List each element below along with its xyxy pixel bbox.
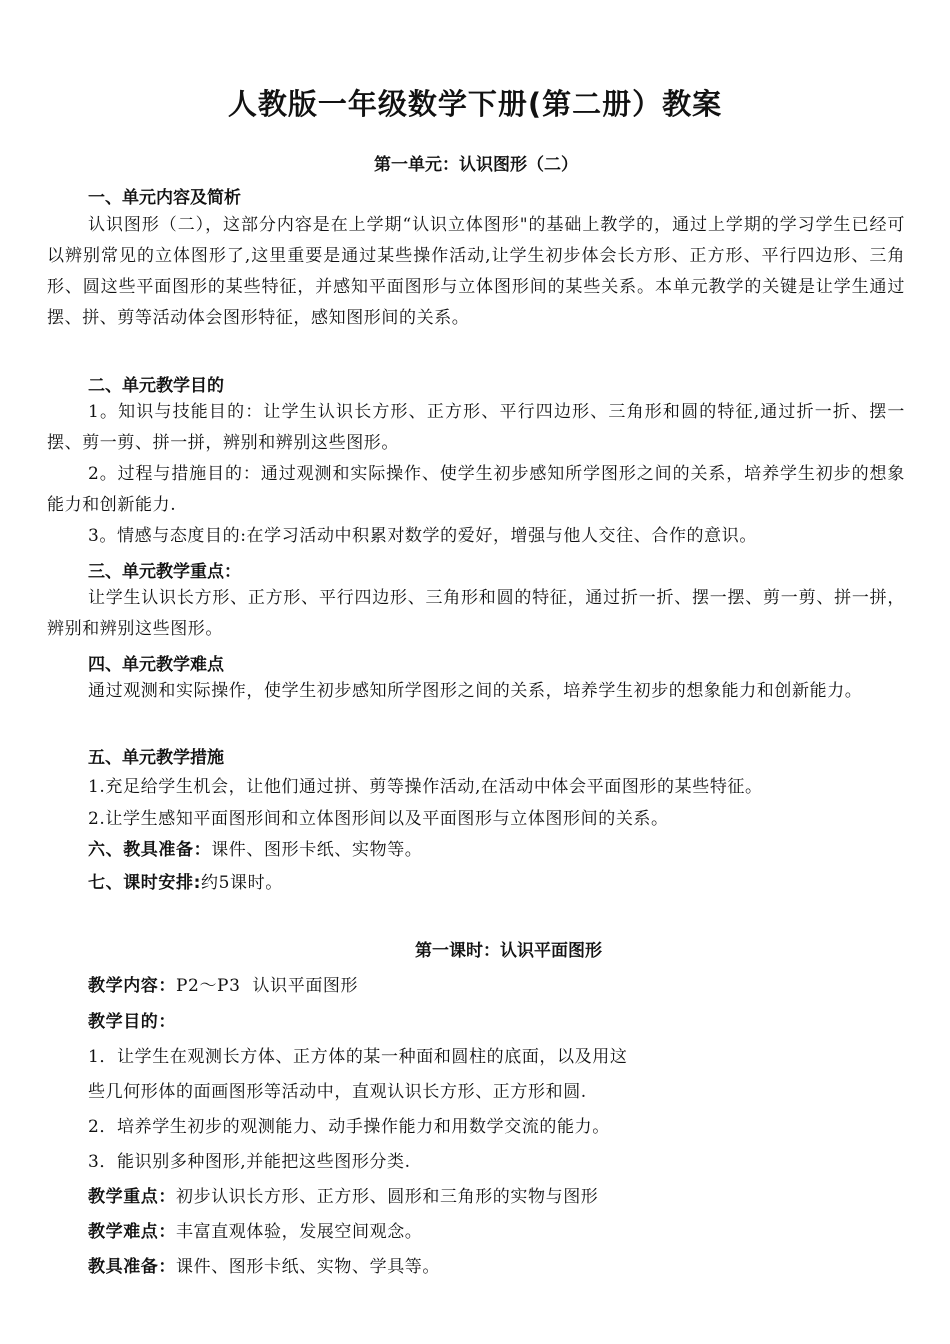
lesson-tools-value: 课件、图形卡纸、实物、学具等。 — [176, 1257, 440, 1277]
section-3-text: 让学生认识长方形、正方形、平行四边形、三角形和圆的特征，通过折一折、摆一摆、剪一剪、拼一拼，辨别和辨别这些图形。 — [47, 588, 905, 639]
section-6-value: 课件、图形卡纸、实物等。 — [211, 840, 423, 860]
lesson-tools-label: 教具准备： — [88, 1257, 176, 1277]
lesson-tools — [88, 1252, 440, 1277]
section-4-heading: 四、单元教学难点 — [88, 655, 224, 675]
lesson-key-label: 教学重点： — [88, 1187, 176, 1207]
lesson-goal-3: 3．能识别多种图形,并能把这些图形分类. — [88, 1152, 411, 1172]
section-2-item-1: 1。知识与技能目的：让学生认识长方形、正方形、平行四边形、三角形和圆的特征,通过折一折、摆一摆、剪一剪、拼一拼，辨别和辨别这些图形。 — [47, 402, 905, 453]
section-2-heading: 二、单元教学目的 — [88, 376, 224, 396]
section-2-item-2: 2。过程与措施目的：通过观测和实际操作、使学生初步感知所学图形之间的关系，培养学生初步的想象能力和创新能力. — [47, 464, 905, 515]
lesson-difficult-value: 丰富直观体验，发展空间观念。 — [176, 1222, 423, 1242]
lesson-content — [88, 971, 358, 996]
section-3-heading: 三、单元教学重点： — [88, 562, 241, 582]
section-6 — [88, 835, 422, 860]
section-4-text: 通过观测和实际操作，使学生初步感知所学图形之间的关系，培养学生初步的想象能力和创新能力。 — [88, 681, 863, 701]
lesson-content-value: P2～P3 认识平面图形 — [176, 976, 359, 996]
lesson-title: 第一课时：认识平面图形 — [415, 941, 602, 961]
lesson-key-value: 初步认识长方形、正方形、圆形和三角形的实物与图形 — [176, 1187, 599, 1207]
section-7-label: 七、课时安排: — [88, 873, 201, 893]
section-2-item-3: 3。情感与态度目的:在学习活动中积累对数学的爱好，增强与他人交往、合作的意识。 — [88, 526, 757, 546]
section-5-item-2: 2.让学生感知平面图形间和立体图形间以及平面图形与立体图形间的关系。 — [88, 809, 669, 829]
lesson-difficult-point — [88, 1217, 422, 1242]
page-title: 人教版一年级数学下册(第二册）教案 — [227, 87, 723, 121]
section-5-item-1: 1.充足给学生机会，让他们通过拼、剪等操作活动,在活动中体会平面图形的某些特征。 — [88, 777, 763, 797]
section-1-text: 认识图形（二），这部分内容是在上学期“认识立体图形"的基础上教学的，通过上学期的学习学生已经可以辨别常见的立体图形了,这里重要是通过某些操作活动,让学生初步体会长方形、正方形、平行四边形、三角形、圆这些平面图形的某些特征，并感知平面图形与立体图形间的某些关系。本单元教学的关键是让学生通过摆、拼、剪等活动体会图形特征，感知图形间的关系。 — [47, 215, 905, 328]
lesson-goal-1-line-2: 些几何形体的面画图形等活动中，直观认识长方形、正方形和圆. — [88, 1082, 587, 1102]
unit-title: 第一单元：认识图形（二） — [374, 155, 578, 175]
section-5-heading: 五、单元教学措施 — [88, 748, 224, 768]
lesson-goal-1-line-1: 1．让学生在观测长方体、正方体的某一种面和圆柱的底面，以及用这 — [88, 1047, 628, 1067]
section-6-label: 六、教具准备： — [88, 840, 212, 860]
lesson-content-label: 教学内容： — [88, 976, 176, 996]
section-1-heading: 一、单元内容及简析 — [88, 188, 241, 208]
lesson-difficult-label: 教学难点： — [88, 1222, 176, 1242]
section-7 — [88, 868, 283, 893]
lesson-goal-2: 2．培养学生初步的观测能力、动手操作能力和用数学交流的能力。 — [88, 1117, 610, 1137]
lesson-goals-label: 教学目的： — [88, 1012, 176, 1032]
lesson-key-point — [88, 1182, 598, 1207]
section-7-value: 约5课时。 — [201, 873, 283, 893]
